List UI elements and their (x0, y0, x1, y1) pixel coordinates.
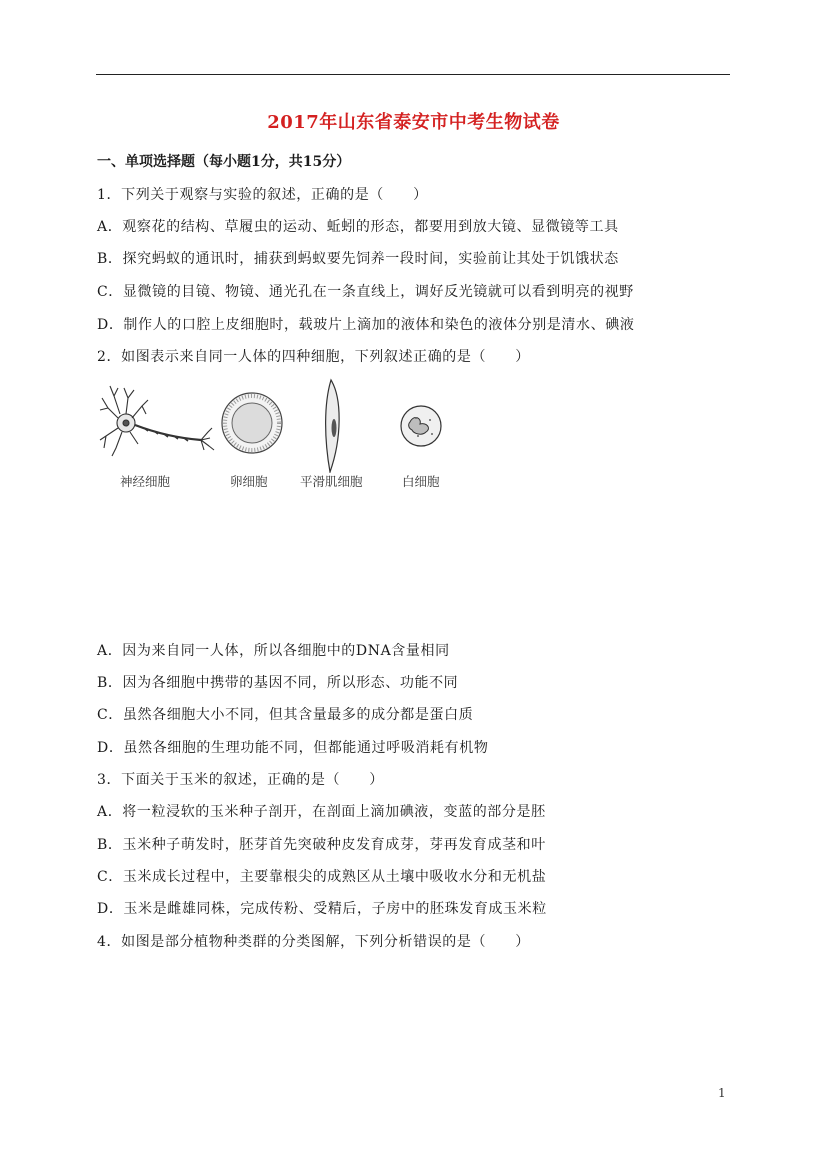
neuron-cell-image (100, 386, 214, 456)
question-3-option-a: A．将一粒浸软的玉米种子剖开，在剖面上滴加碘液，变蓝的部分是胚 (97, 804, 546, 820)
egg-cell-image (222, 393, 282, 453)
header-rule (96, 74, 730, 75)
question-2-option-c: C．虽然各细胞大小不同，但其含量最多的成分都是蛋白质 (97, 707, 474, 723)
cell-illustrations (96, 378, 452, 473)
section-heading: 一、单项选择题（每小题1分，共15分） (97, 154, 351, 170)
egg-cell-caption: 卵细胞 (230, 474, 268, 489)
white-blood-cell-caption: 白细胞 (402, 474, 440, 489)
question-1-option-b: B．探究蚂蚁的通讯时，捕获到蚂蚁要先饲养一段时间，实验前让其处于饥饿状态 (97, 251, 619, 267)
question-2-option-b: B．因为各细胞中携带的基因不同，所以形态、功能不同 (97, 675, 459, 691)
question-3-stem: 3．下面关于玉米的叙述，正确的是（ ） (97, 772, 384, 788)
question-1-stem: 1．下列关于观察与实验的叙述，正确的是（ ） (97, 187, 428, 203)
smooth-muscle-caption: 平滑肌细胞 (300, 474, 363, 489)
question-1-option-c: C．显微镜的目镜、物镜、通光孔在一条直线上，调好反光镜就可以看到明亮的视野 (97, 284, 634, 300)
white-blood-cell-image (401, 406, 441, 446)
page-number: 1 (718, 1086, 726, 1100)
question-3-option-b: B．玉米种子萌发时，胚芽首先突破种皮发育成芽，芽再发育成茎和叶 (97, 837, 546, 853)
question-3-option-d: D．玉米是雌雄同株，完成传粉、受精后，子房中的胚珠发育成玉米粒 (97, 901, 547, 917)
question-2-option-a: A．因为来自同一人体，所以各细胞中的DNA含量相同 (97, 643, 450, 659)
question-3-option-c: C．玉米成长过程中，主要靠根尖的成熟区从土壤中吸收水分和无机盐 (97, 869, 547, 885)
question-4-stem: 4．如图是部分植物种类群的分类图解，下列分析错误的是（ ） (97, 934, 530, 950)
page-title: 2017年山东省泰安市中考生物试卷 (267, 112, 560, 133)
question-1-option-d: D．制作人的口腔上皮细胞时，载玻片上滴加的液体和染色的液体分别是清水、碘液 (97, 317, 635, 333)
question-1-option-a: A．观察花的结构、草履虫的运动、蚯蚓的形态，都要用到放大镜、显微镜等工具 (97, 219, 619, 235)
question-2-stem: 2．如图表示来自同一人体的四种细胞，下列叙述正确的是（ ） (97, 349, 530, 365)
neuron-caption: 神经细胞 (120, 474, 171, 489)
smooth-muscle-cell-image (326, 380, 340, 472)
question-2-option-d: D．虽然各细胞的生理功能不同，但都能通过呼吸消耗有机物 (97, 740, 489, 756)
